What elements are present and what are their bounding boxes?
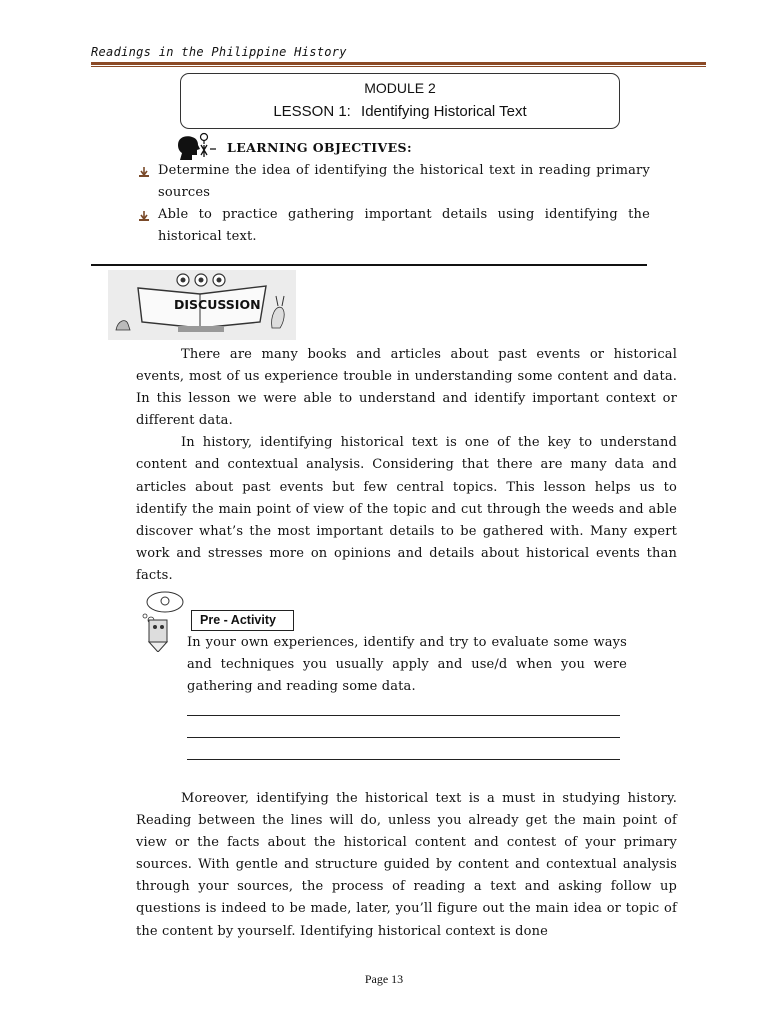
pre-activity-text: In your own experiences, identify and try to evaluate some ways and techniques you usually apply and use/d when you were gathering and reading some data. — [187, 635, 627, 695]
learning-objectives-heading: LEARNING OBJECTIVES: — [227, 140, 412, 155]
discussion-body — [136, 344, 677, 587]
page-number: Page 13 — [364, 972, 404, 986]
objective-text: Determine the idea of identifying the historical text in reading primary sources — [158, 163, 650, 200]
thinking-head-icon — [174, 131, 220, 163]
arrow-bullet-icon — [138, 210, 150, 222]
lesson-label: LESSON 1: — [273, 103, 351, 120]
header-rule — [91, 62, 706, 65]
running-header: Readings in the Philippine History — [91, 45, 347, 59]
objective-text: Able to practice gathering important details using identifying the historical text. — [158, 207, 650, 244]
objectives-list — [138, 160, 650, 248]
discussion-label: DISCUSSION — [174, 297, 261, 312]
objective-item — [138, 204, 650, 248]
arrow-bullet-icon — [138, 166, 150, 178]
module-title-box — [180, 73, 620, 129]
answer-line — [187, 759, 620, 760]
section-divider — [91, 264, 647, 266]
pre-activity-label: Pre - Activity — [191, 610, 294, 631]
lesson-title-line — [181, 103, 619, 120]
thinking-pencil-icon — [135, 590, 187, 652]
closing-paragraph: Moreover, identifying the historical text is a must in studying history. Reading between the lines will do, unless you already get the main point of view or the facts about the historical content and contest of your primary sources. With gentle and structure guided by content and contextual analysis through your sources, the process of reading a text and asking follow up questions is indeed to be made, later, you’ll figure out the main idea or topic of the content by yourself. Identifying historical context is done — [136, 791, 677, 939]
lesson-title: Identifying Historical Text — [361, 103, 527, 120]
objective-item — [138, 160, 650, 204]
answer-line — [187, 715, 620, 716]
header-rule-thin — [91, 66, 706, 67]
closing-body — [136, 788, 677, 943]
discussion-paragraph: There are many books and articles about past events or historical events, most of us experience trouble in understanding some content and data. In this lesson we were able to understand and identify important context or different data. — [136, 347, 677, 429]
answer-line — [187, 737, 620, 738]
module-title: MODULE 2 — [364, 80, 436, 96]
discussion-paragraph: In history, identifying historical text is one of the key to understand content and contextual analysis. Considering that there are many data and articles about past events but few central topics. This lesson helps us to identify the main point of view of the topic and cut through the weeds and able discover what’s the most important details to be gathered with. Many expert work and stresses more on opinions and details about historical events than facts. — [136, 435, 677, 583]
